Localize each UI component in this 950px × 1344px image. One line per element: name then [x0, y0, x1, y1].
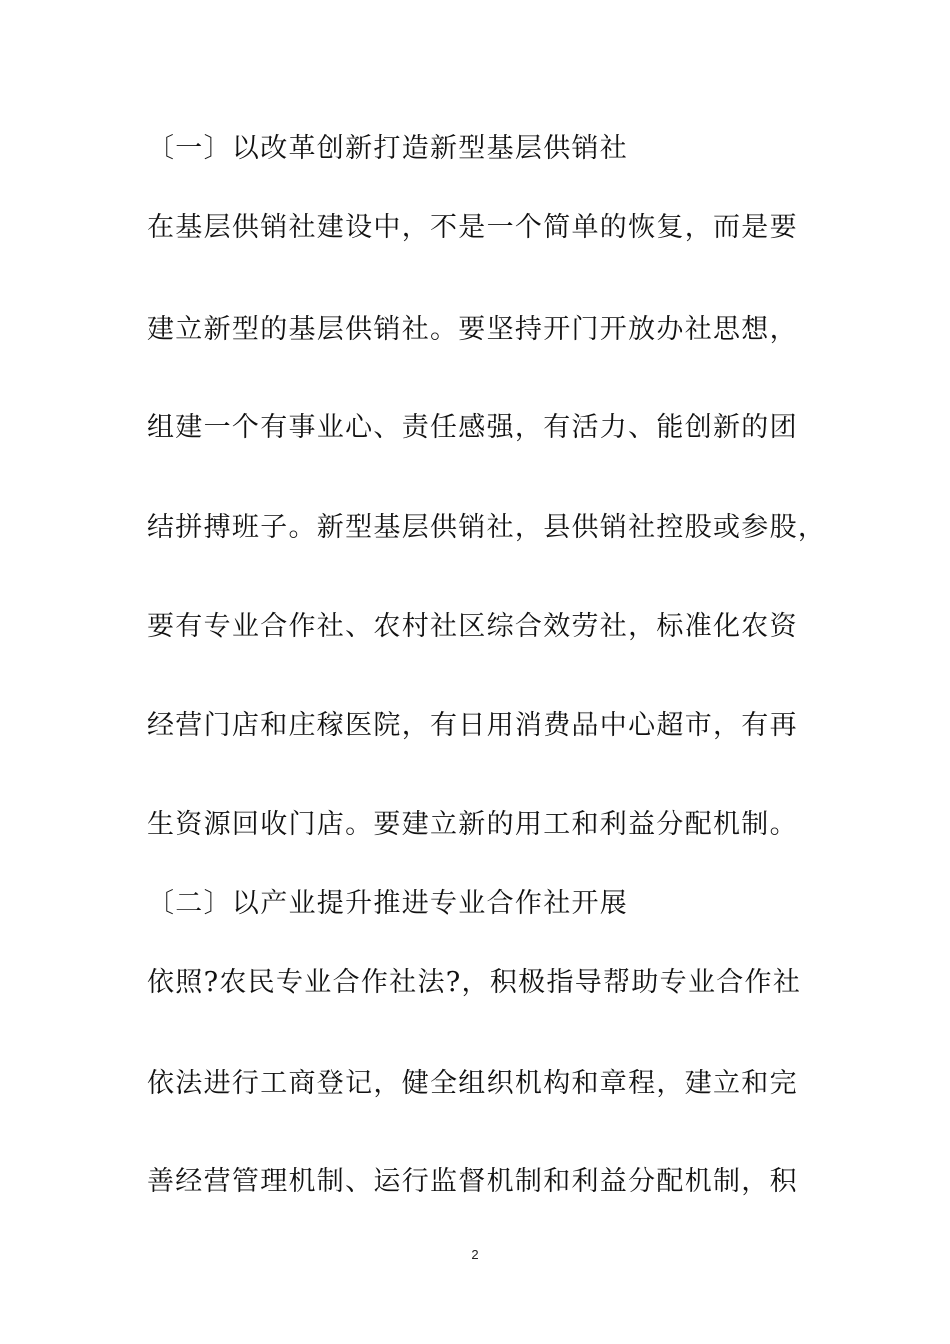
section-heading-2: 〔二〕以产业提升推进专业合作社开展	[147, 888, 629, 919]
paragraph-line: 经营门店和庄稼医院，有日用消费品中心超市，有再	[147, 710, 798, 741]
paragraph-line: 结拼搏班子。新型基层供销社，县供销社控股或参股，	[147, 512, 827, 543]
paragraph-line: 善经营管理机制、运行监督机制和利益分配机制，积	[147, 1166, 798, 1197]
paragraph-line: 在基层供销社建设中，不是一个简单的恢复，而是要	[147, 212, 798, 243]
paragraph-line: 依照?农民专业合作社法?，积极指导帮助专业合作社	[147, 967, 802, 998]
paragraph-line: 要有专业合作社、农村社区综合效劳社，标准化农资	[147, 611, 798, 642]
paragraph-line: 依法进行工商登记，健全组织机构和章程，建立和完	[147, 1068, 798, 1099]
page-number: 2	[471, 1247, 479, 1262]
section-heading-1: 〔一〕以改革创新打造新型基层供销社	[147, 133, 629, 164]
paragraph-line: 组建一个有事业心、责任感强，有活力、能创新的团	[147, 412, 798, 443]
paragraph-line: 建立新型的基层供销社。要坚持开门开放办社思想，	[147, 314, 798, 345]
paragraph-line: 生资源回收门店。要建立新的用工和利益分配机制。	[147, 809, 798, 840]
